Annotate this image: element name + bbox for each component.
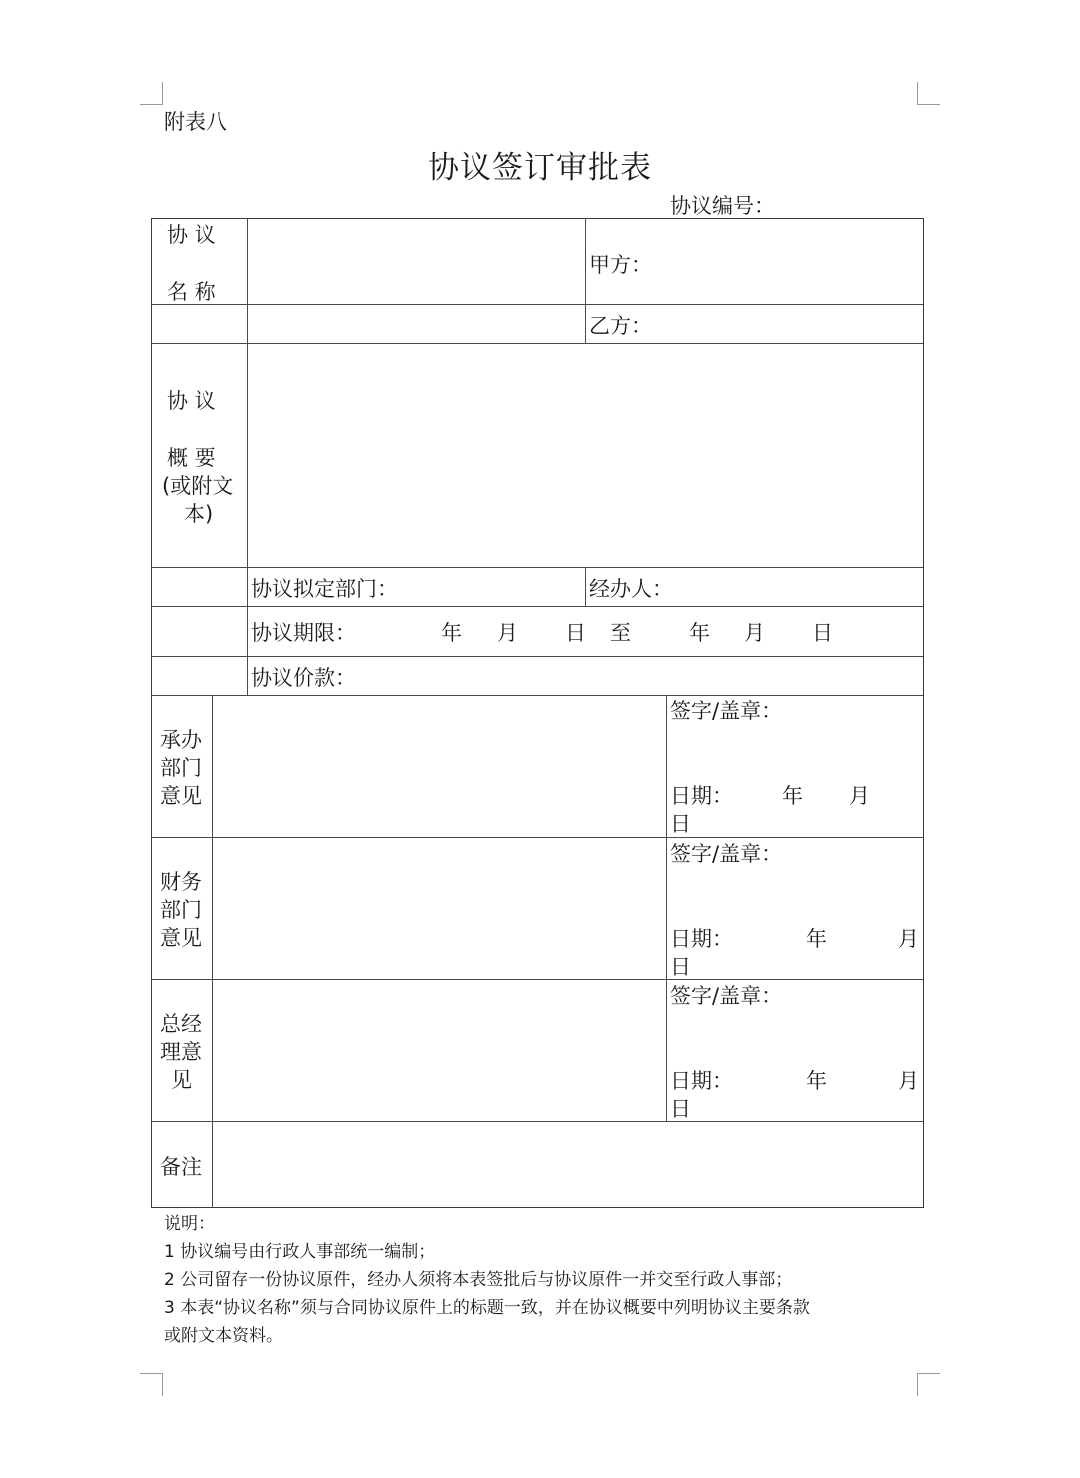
dept-date-month: 月 bbox=[849, 784, 870, 808]
drafting-dept-label: 协议拟定部门： bbox=[251, 577, 398, 601]
summary-label-3: (或附文 bbox=[162, 474, 234, 498]
agreement-name-field[interactable] bbox=[249, 222, 583, 302]
column-divider bbox=[585, 218, 586, 343]
appendix-label: 附表八 bbox=[164, 110, 227, 134]
row-divider bbox=[151, 606, 923, 607]
gm-date-day: 日 bbox=[670, 1097, 691, 1121]
term-to: 至 bbox=[610, 621, 631, 645]
dept-date-label: 日期： bbox=[670, 784, 733, 808]
gm-date-label: 日期： bbox=[670, 1069, 733, 1093]
crop-mark-bottom-right bbox=[917, 1373, 940, 1396]
column-divider bbox=[585, 567, 586, 606]
note-item: 3 本表“协议名称”须与合同协议原件上的标题一致，并在协议概要中列明协议主要条款 bbox=[164, 1298, 810, 1318]
remarks-label: 备注 bbox=[160, 1155, 202, 1179]
summary-label-4: 本) bbox=[184, 502, 214, 526]
dept-opinion-label-1: 承办 bbox=[160, 728, 202, 752]
dept-opinion-label-2: 部门 bbox=[160, 756, 202, 780]
term-month-2: 月 bbox=[744, 621, 765, 645]
finance-date-label: 日期： bbox=[670, 927, 733, 951]
summary-label-1: 协 议 bbox=[167, 389, 216, 413]
finance-opinion-field[interactable] bbox=[214, 839, 664, 977]
price-label: 协议价款： bbox=[251, 666, 356, 690]
term-label: 协议期限： bbox=[251, 621, 356, 645]
finance-opinion-label-1: 财务 bbox=[160, 870, 202, 894]
row-divider bbox=[151, 656, 923, 657]
row-divider bbox=[151, 979, 923, 980]
row-divider bbox=[151, 1121, 923, 1122]
row-divider bbox=[151, 343, 923, 344]
term-year-2: 年 bbox=[689, 621, 710, 645]
summary-field[interactable] bbox=[249, 346, 921, 565]
dept-opinion-label-3: 意见 bbox=[160, 784, 202, 808]
term-day-1: 日 bbox=[565, 621, 586, 645]
note-item: 1 协议编号由行政人事部统一编制； bbox=[164, 1242, 436, 1262]
row-divider bbox=[151, 304, 923, 305]
gm-opinion-label-1: 总经 bbox=[160, 1012, 202, 1036]
column-divider bbox=[212, 695, 213, 1207]
remarks-field[interactable] bbox=[214, 1123, 921, 1205]
gm-opinion-label-3: 见 bbox=[171, 1068, 192, 1092]
agreement-number-label: 协议编号： bbox=[670, 194, 775, 218]
crop-mark-top-right bbox=[917, 82, 940, 105]
summary-label-2: 概 要 bbox=[167, 446, 216, 470]
handler-label: 经办人： bbox=[589, 577, 673, 601]
note-item: 或附文本资料。 bbox=[164, 1326, 283, 1346]
party-b-label: 乙方： bbox=[589, 314, 652, 338]
row-divider bbox=[151, 567, 923, 568]
gm-opinion-label-2: 理意 bbox=[160, 1040, 202, 1064]
finance-date-year: 年 bbox=[806, 927, 827, 951]
gm-date-year: 年 bbox=[806, 1069, 827, 1093]
dept-opinion-field[interactable] bbox=[214, 697, 664, 835]
term-day-2: 日 bbox=[812, 621, 833, 645]
finance-opinion-label-3: 意见 bbox=[160, 926, 202, 950]
notes-heading: 说明： bbox=[164, 1214, 215, 1234]
gm-sign-label: 签字/盖章： bbox=[670, 984, 783, 1008]
party-a-label: 甲方： bbox=[589, 253, 652, 277]
finance-date-month: 月 bbox=[898, 927, 919, 951]
dept-date-year: 年 bbox=[782, 784, 803, 808]
page-title: 协议签订审批表 bbox=[428, 150, 652, 186]
column-divider bbox=[247, 218, 248, 695]
gm-date-month: 月 bbox=[898, 1069, 919, 1093]
agreement-name-label-1: 协 议 bbox=[167, 223, 216, 247]
term-month-1: 月 bbox=[497, 621, 518, 645]
finance-date-day: 日 bbox=[670, 955, 691, 979]
row-divider bbox=[151, 695, 923, 696]
finance-opinion-label-2: 部门 bbox=[160, 898, 202, 922]
notes bbox=[164, 1210, 924, 1350]
finance-sign-label: 签字/盖章： bbox=[670, 842, 783, 866]
gm-opinion-field[interactable] bbox=[214, 981, 664, 1119]
agreement-name-label-2: 名 称 bbox=[167, 280, 216, 304]
column-divider bbox=[666, 695, 667, 1121]
dept-sign-label: 签字/盖章： bbox=[670, 699, 783, 723]
row-divider bbox=[151, 837, 923, 838]
note-item: 2 公司留存一份协议原件，经办人须将本表签批后与协议原件一并交至行政人事部； bbox=[164, 1270, 793, 1290]
crop-mark-bottom-left bbox=[140, 1373, 163, 1396]
crop-mark-top-left bbox=[140, 82, 163, 105]
dept-date-day: 日 bbox=[670, 812, 691, 836]
term-year-1: 年 bbox=[441, 621, 462, 645]
